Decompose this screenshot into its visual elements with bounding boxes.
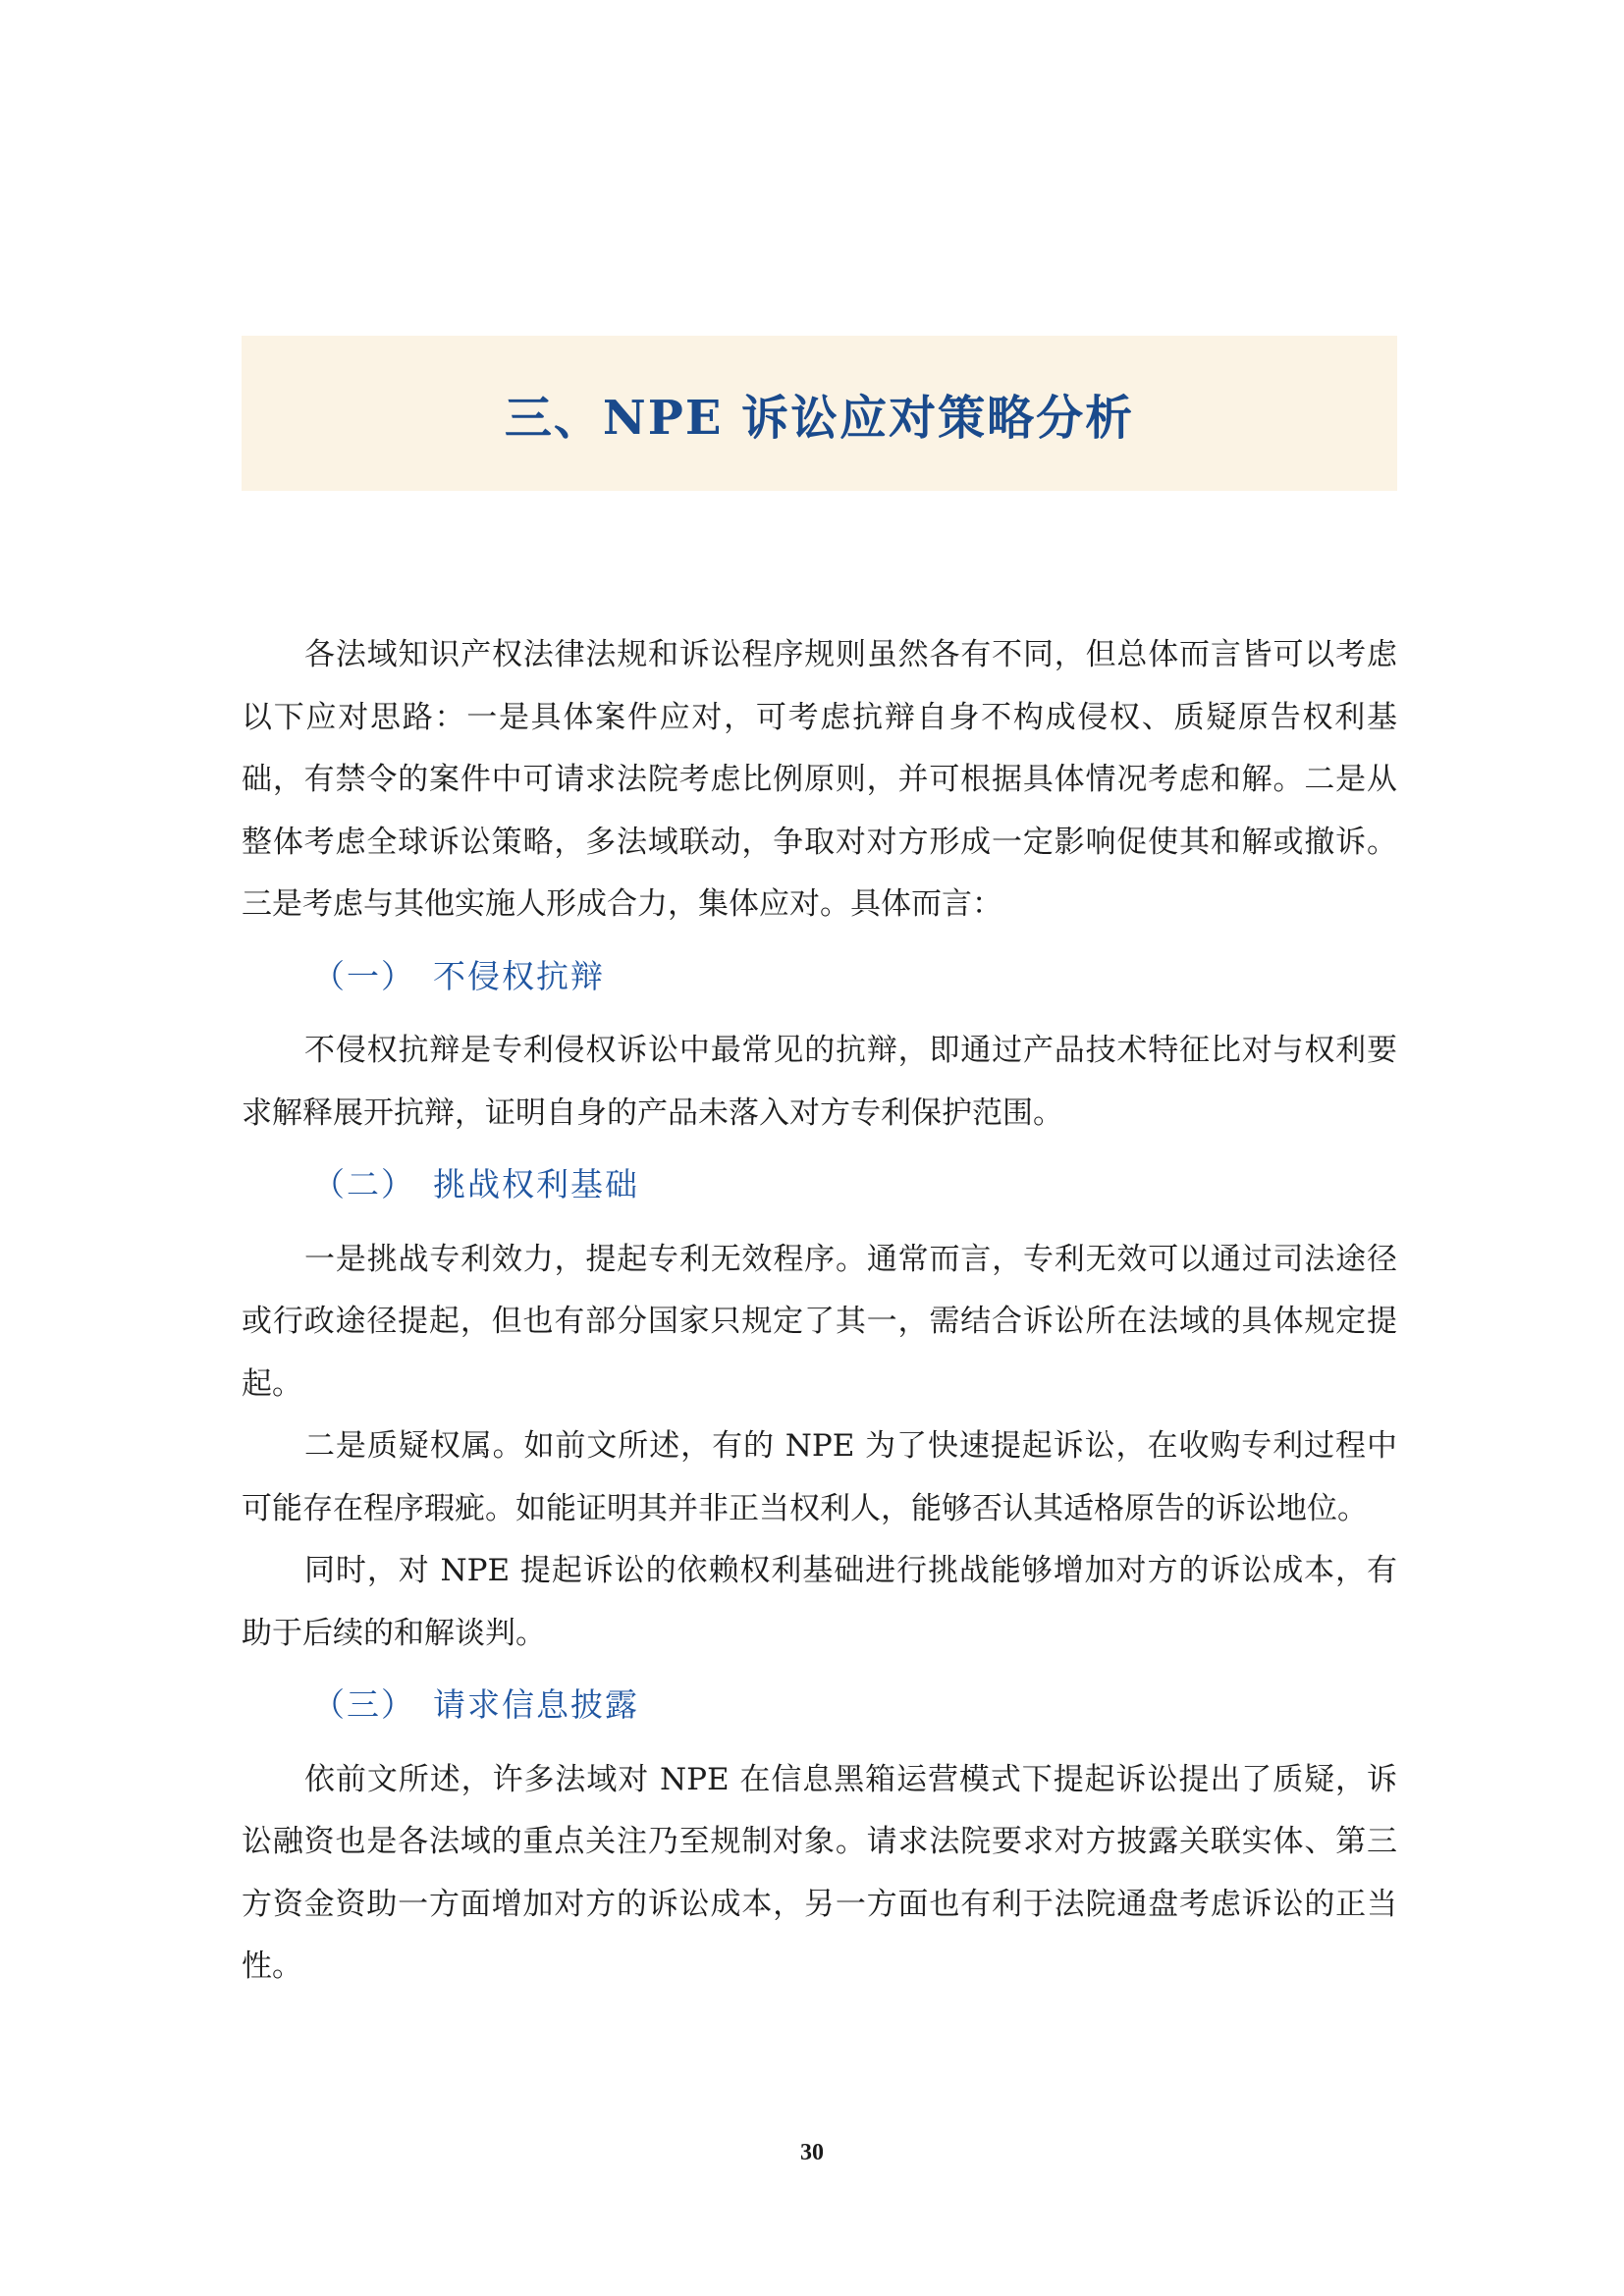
section-3-paragraph: 依前文所述，许多法域对 NPE 在信息黑箱运营模式下提起诉讼提出了质疑，诉讼融资也是各法域的重点关注乃至规制对象。请求法院要求对方披露关联实体、第三方资金资助一方面增加对方的诉讼成本，另一方面也有利于法院通盘考虑诉讼的正当性。 [242,1761,1397,1984]
section-number: （一） [312,956,415,995]
section-title: 请求信息披露 [433,1685,639,1724]
section-heading-1 [242,945,1397,1008]
intro-paragraph: 各法域知识产权法律法规和诉讼程序规则虽然各有不同，但总体而言皆可以考虑以下应对思路：一是具体案件应对，可考虑抗辩自身不构成侵权、质疑原告权利基础，有禁令的案件中可请求法院考虑比例原则，并可根据具体情况考虑和解。二是从整体考虑全球诉讼策略，多法域联动，争取对对方形成一定影响促使其和解或撤诉。三是考虑与其他实施人形成合力，集体应对。具体而言： [242,637,1397,922]
title-banner [242,336,1397,491]
section-heading-3 [242,1674,1397,1736]
section-title: 不侵权抗辩 [433,956,605,995]
section-2-paragraph-1: 一是挑战专利效力，提起专利无效程序。通常而言，专利无效可以通过司法途径或行政途径提起，但也有部分国家只规定了其一，需结合诉讼所在法域的具体规定提起。 [242,1241,1397,1402]
section-heading-2 [242,1153,1397,1216]
section-number: （二） [312,1165,415,1203]
section-title: 挑战权利基础 [433,1165,639,1203]
page-number: 30 [800,2140,824,2165]
section-2-paragraph-2: 二是质疑权属。如前文所述，有的 NPE 为了快速提起诉讼，在收购专利过程中可能存在程序瑕疵。如能证明其并非正当权利人，能够否认其适格原告的诉讼地位。 [242,1428,1397,1526]
document-body [242,624,1397,1999]
section-2-paragraph-3: 同时，对 NPE 提起诉讼的依赖权利基础进行挑战能够增加对方的诉讼成本，有助于后续的和解谈判。 [242,1553,1397,1651]
section-number: （三） [312,1685,415,1724]
section-1-paragraph: 不侵权抗辩是专利侵权诉讼中最常见的抗辩，即通过产品技术特征比对与权利要求解释展开抗辩，证明自身的产品未落入对方专利保护范围。 [242,1033,1397,1131]
page-title: 三、NPE 诉讼应对策略分析 [504,390,1135,446]
